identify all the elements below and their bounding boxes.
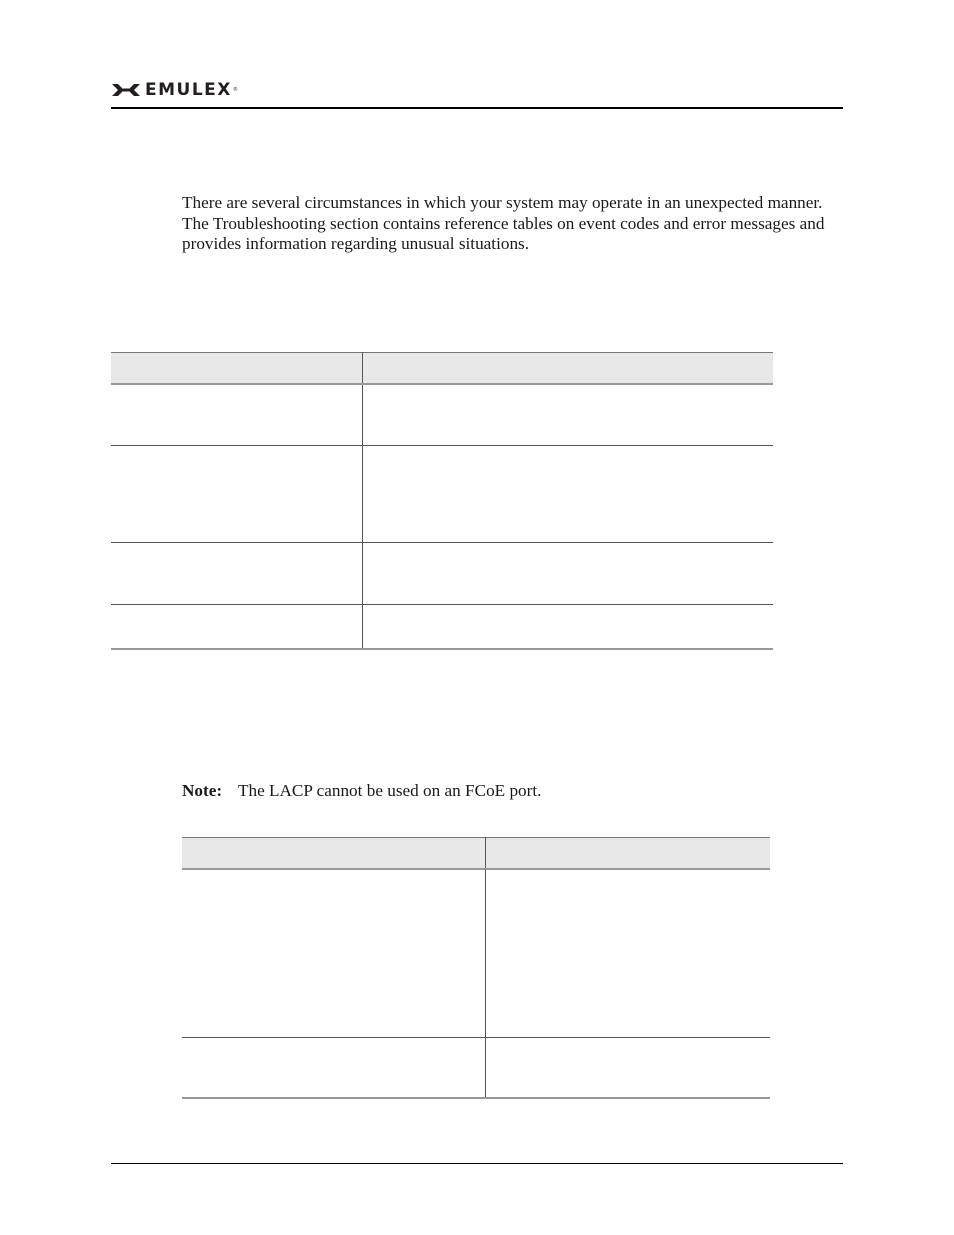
note-text: The LACP cannot be used on an FCoE port. (238, 781, 542, 800)
table-row (111, 384, 773, 445)
header-rule (111, 107, 843, 109)
table-cell (111, 604, 362, 649)
reference-table-2 (182, 837, 770, 1099)
footer-rule (111, 1163, 843, 1164)
table-header-cell (362, 353, 773, 385)
note (182, 780, 541, 802)
table-cell (111, 384, 362, 445)
table-header-row (182, 838, 770, 870)
table-cell (485, 869, 770, 1037)
brand-name: EMULEX (145, 80, 232, 100)
table-cell (182, 1037, 485, 1098)
table-cell (182, 869, 485, 1037)
table-cell (485, 1037, 770, 1098)
table-cell (111, 445, 362, 542)
table-header-cell (111, 353, 362, 385)
table-cell (362, 604, 773, 649)
table-row (111, 445, 773, 542)
reference-table-1 (111, 352, 773, 650)
table-cell (362, 384, 773, 445)
note-label: Note: (182, 781, 223, 800)
table-header-row (111, 353, 773, 385)
emulex-logo-icon (111, 82, 141, 98)
table-cell (362, 542, 773, 604)
table-cell (362, 445, 773, 542)
table-cell (111, 542, 362, 604)
intro-paragraph: There are several circumstances in which your system may operate in an unexpected manner. The Troubleshooting section contains reference tables on event codes and error messages and provides information regarding unusual situations. (182, 193, 825, 253)
emulex-logo (111, 80, 238, 100)
table-row (111, 604, 773, 649)
table-header-cell (182, 838, 485, 870)
table-row (182, 869, 770, 1037)
table-row (182, 1037, 770, 1098)
table-header-cell (485, 838, 770, 870)
trademark-mark: ® (232, 87, 238, 93)
table-row (111, 542, 773, 604)
